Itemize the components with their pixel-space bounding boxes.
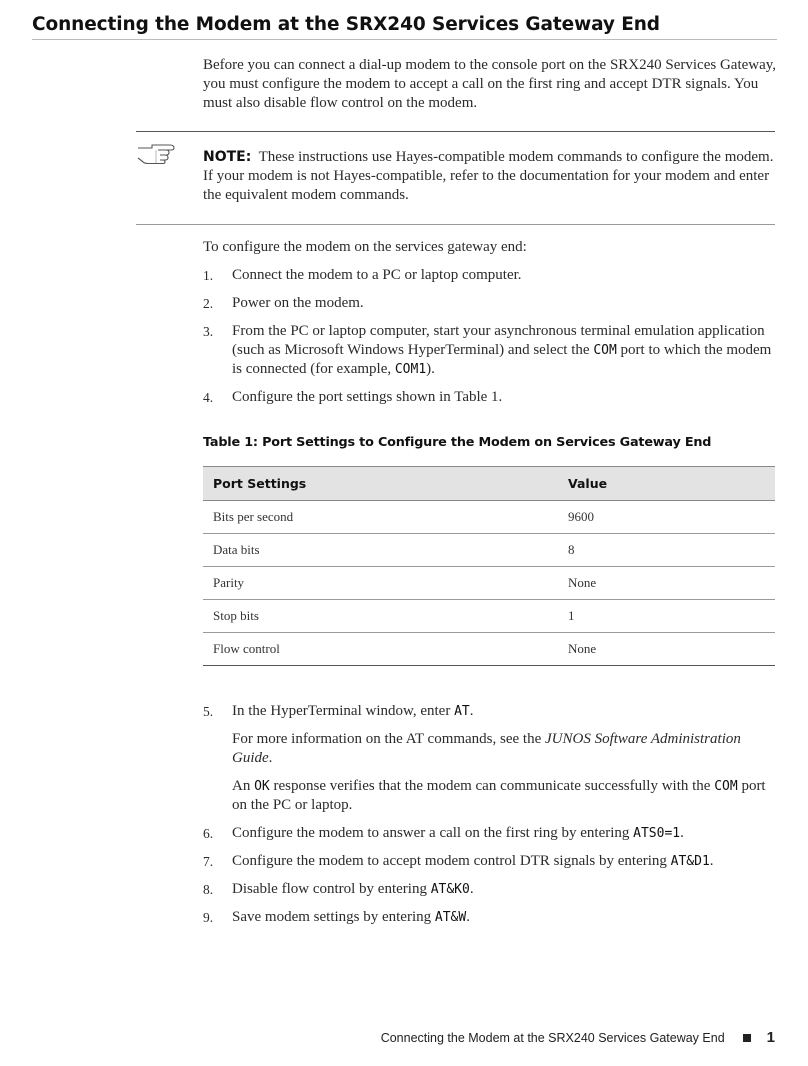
step-text: Configure the port settings shown in Table 1.: [232, 389, 503, 405]
step-number: 6.: [203, 826, 214, 841]
table-cell: Data bits: [203, 534, 558, 567]
step-text: Connect the modem to a PC or laptop computer.: [232, 267, 522, 283]
note-box: [136, 131, 775, 225]
sub-text: port on the PC or laptop.: [232, 778, 766, 813]
step-text: Power on the modem.: [232, 295, 364, 311]
step-code: AT: [454, 704, 470, 719]
step-text: Configure the modem to answer a call on the first ring by entering: [232, 825, 634, 841]
step-text: .: [469, 881, 474, 897]
step-number: 4.: [203, 390, 214, 405]
doc-reference: JUNOS Software Administration Guide: [232, 731, 741, 766]
table-row: [203, 534, 775, 567]
list-item: [203, 388, 778, 407]
step-text: .: [680, 825, 684, 841]
steps-list-a: [203, 266, 778, 416]
step-text: ).: [426, 361, 435, 377]
step-code: AT&D1: [670, 854, 710, 869]
table-row: [203, 633, 775, 666]
step-text: Configure the modem to accept modem control DTR signals by entering: [232, 853, 671, 869]
sub-text: For more information on the AT commands, see the: [232, 731, 546, 747]
step-text: port to which the modem is connected (for example,: [232, 342, 772, 377]
procedure-lead: To configure the modem on the services gateway end:: [203, 239, 527, 255]
step-code: ATS0=1: [633, 826, 681, 841]
sub-text: .: [268, 750, 273, 766]
column-header: Port Settings: [203, 467, 558, 501]
step-number: 5.: [203, 704, 214, 719]
step-number: 1.: [203, 268, 214, 283]
intro-paragraph: Before you can connect a dial-up modem to the console port on the SRX240 Services Gateway, you must configure the modem to accept a call on the first ring and accept DTR signals. You must also disable flow control on the modem.: [203, 57, 777, 111]
sub-text: An: [232, 778, 255, 794]
step-text: Save modem settings by entering: [232, 909, 435, 925]
note-text: [203, 148, 778, 205]
table-row: [203, 567, 775, 600]
table-cell: 1: [558, 600, 775, 633]
step-text: .: [469, 703, 474, 719]
table-cell: 9600: [558, 501, 775, 534]
table-cell: None: [558, 567, 775, 600]
table-caption: Table 1: Port Settings to Configure the Modem on Services Gateway End: [203, 435, 712, 450]
step-code: OK: [254, 779, 270, 794]
list-item: [203, 852, 778, 871]
step-number: 2.: [203, 296, 214, 311]
table-row: [203, 600, 775, 633]
list-item: [203, 824, 778, 843]
list-item: [203, 322, 778, 379]
step-number: 8.: [203, 882, 214, 897]
step-code: AT&W: [434, 910, 467, 925]
note-body: These instructions use Hayes-compatible modem commands to configure the modem. If your modem is not Hayes-compatible, refer to the documentation for your modem and enter the equivalent modem commands.: [203, 149, 774, 203]
step-code: COM: [714, 779, 738, 794]
page-footer: [381, 1029, 775, 1046]
sub-text: response verifies that the modem can communicate successfully with the: [269, 778, 715, 794]
step-text: From the PC or laptop computer, start your asynchronous terminal emulation application (such as Microsoft Windows HyperTerminal) and select the: [232, 323, 765, 358]
step-subparagraph: [232, 777, 778, 815]
list-item: [203, 294, 778, 313]
step-number: 3.: [203, 324, 214, 339]
table-row: [203, 501, 775, 534]
step-code: AT&K0: [430, 882, 470, 897]
step-text: In the HyperTerminal window, enter: [232, 703, 455, 719]
square-bullet-icon: [743, 1034, 751, 1042]
list-item: [203, 702, 778, 815]
step-text: Disable flow control by entering: [232, 881, 431, 897]
table-cell: None: [558, 633, 775, 666]
table-cell: Stop bits: [203, 600, 558, 633]
note-label: NOTE:: [203, 149, 252, 165]
step-subparagraph: [232, 730, 778, 768]
step-code: COM: [593, 343, 617, 358]
pointing-hand-icon: [136, 142, 176, 164]
table-cell: Parity: [203, 567, 558, 600]
page-title: Connecting the Modem at the SRX240 Services Gateway End: [32, 14, 777, 40]
footer-text: Connecting the Modem at the SRX240 Services Gateway End: [380, 1031, 725, 1045]
step-number: 9.: [203, 910, 214, 925]
steps-list-b: [203, 702, 778, 936]
step-text: .: [466, 909, 470, 925]
table-cell: Bits per second: [203, 501, 558, 534]
table-cell: Flow control: [203, 633, 558, 666]
step-number: 7.: [203, 854, 214, 869]
list-item: [203, 266, 778, 285]
page-number: 1: [766, 1029, 775, 1046]
list-item: [203, 880, 778, 899]
step-code: COM1: [394, 362, 427, 377]
list-item: [203, 908, 778, 927]
table-header-row: [203, 467, 775, 501]
step-text: .: [709, 853, 714, 869]
table-cell: 8: [558, 534, 775, 567]
port-settings-table: [203, 466, 775, 666]
column-header: Value: [558, 467, 775, 501]
